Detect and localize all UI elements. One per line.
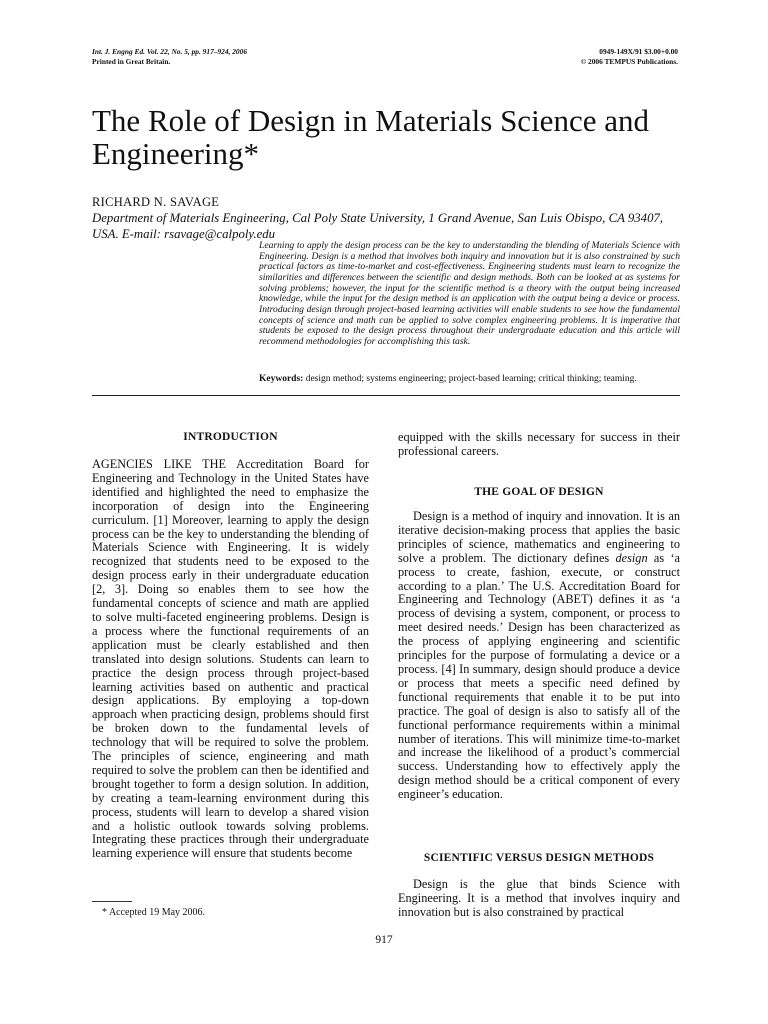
article-title: The Role of Design in Materials Science and Engineering*	[92, 103, 649, 171]
introduction-paragraph: AGENCIES LIKE THE Accreditation Board for Engineering and Technology in the United States have identified and highlighted the need to emphasize the incorporation of design into the Engineering curriculum. [1] Moreover, learning to apply the design process can be the key to understanding the blending of Materials Science with Engineering. It is widely recognized that students need to be exposed to the design process early in their undergraduate education [2, 3]. Doing so enables them to see how the fundamental concepts of science and math are applied to solve multi-faceted engineering problems. Design is a process where the functional requirements of an application must be clearly established and then translated into design solutions. Students can learn to practice the design process through project-based learning activities based on authentic and practical design applications. By employing a top-down approach when practicing design, problems should first be broken down to the fundamental levels of technology that will be required to solve the problem. The principles of science, engineering and math required to solve the problem can then be identified and brought together to form a design solution. In addition, by creating a team-learning environment during this process, students will learn to develop a shared vision and a holistic outlook towards solving problems. Integrating these practices through their undergraduate learning experience will ensure that students become	[92, 457, 369, 861]
introduction-heading: INTRODUCTION	[183, 431, 278, 443]
author-name: RICHARD N. SAVAGE	[92, 195, 220, 209]
scientific-methods-paragraph: Design is the glue that binds Science with Engineering. It is a method that involves inquiry and innovation but is also constrained by practical	[398, 877, 680, 919]
keywords-list: design method; systems engineering; project-based learning; critical thinking; teaming.	[305, 374, 637, 384]
goal-text-part1: Design is a method of inquiry and innovation. It is an iterative decision-making process that applies the basic principles of science, mathematics and engineering to solve a problem. The dictionary defines	[398, 509, 680, 565]
scientific-methods-heading: SCIENTIFIC VERSUS DESIGN METHODS	[423, 852, 655, 864]
scientific-methods-body	[398, 878, 680, 920]
header-divider	[92, 395, 680, 396]
goal-heading: THE GOAL OF DESIGN	[474, 486, 604, 498]
journal-citation	[92, 47, 247, 67]
introduction-continued-paragraph: equipped with the skills necessary for success in their professional careers.	[398, 430, 680, 458]
issn-line: 0949-149X/91 $3.00+0.00	[599, 47, 678, 56]
goal-design-word: design	[615, 550, 648, 565]
introduction-continued	[398, 431, 680, 459]
goal-paragraph	[398, 510, 680, 802]
keywords-label: Keywords:	[259, 374, 304, 384]
goal-text-part2: as ‘a process to create, fashion, execute, or construct according to a plan.’ The U.S. Accreditation Board for Engineering and Technology (ABET) defines it as ‘a process of devising a system, component, or process to meet desired needs.’ Design has been characterized as the process of applying engineering and scientific principles for the purpose of formulating a device or a process. [4] In summary, design should produce a device or process that meets a specific need defined by functional requirements that enable it to be put into practice. The goal of design is also to satisfy all of the functional performance requirements within a minimal number of iterations. This will minimize time-to-market and increase the likelihood of a product’s commercial success. Understanding how to effectively apply the design method should be a critical component of every engineer’s education.	[398, 550, 680, 802]
copyright-line: © 2006 TEMPUS Publications.	[580, 57, 678, 66]
abstract: Learning to apply the design process can be the key to understanding the blending of Materials Science with Engineering. Design is a method that involves both inquiry and innovation but it is also constrained by such practical factors as time-to-market and cost-effectiveness. Engineering students must learn to recognize the similarities and differences between the scientific and design methods. Both can be looked at as systems for solving problems; however, the input for the scientific method is a theory with the output being increased knowledge, while the input for the design method is an application with the output being a device or process. Introducing design through project-based learning activities will enable students to see how the fundamental concepts of science and math can be applied to solve complex engineering problems. It is imperative that students be exposed to the design process throughout their undergraduate education and this article will recommend methodologies for accomplishing this task.	[259, 240, 680, 347]
introduction-body	[92, 458, 369, 861]
goal-body	[398, 510, 680, 802]
author-affiliation: Department of Materials Engineering, Cal Poly State University, 1 Grand Avenue, San Luis Obispo, CA 93407, USA. E-mail: rsavage@calpoly.edu	[92, 211, 664, 241]
keywords	[259, 374, 684, 384]
page-number: 917	[375, 934, 393, 946]
footnote-divider	[92, 901, 132, 902]
publisher-info	[581, 47, 678, 67]
footnote: * Accepted 19 May 2006.	[102, 907, 206, 918]
printed-line: Printed in Great Britain.	[92, 57, 171, 66]
citation-line: Int. J. Engng Ed. Vol. 22, No. 5, pp. 917–924, 2006	[92, 47, 248, 56]
